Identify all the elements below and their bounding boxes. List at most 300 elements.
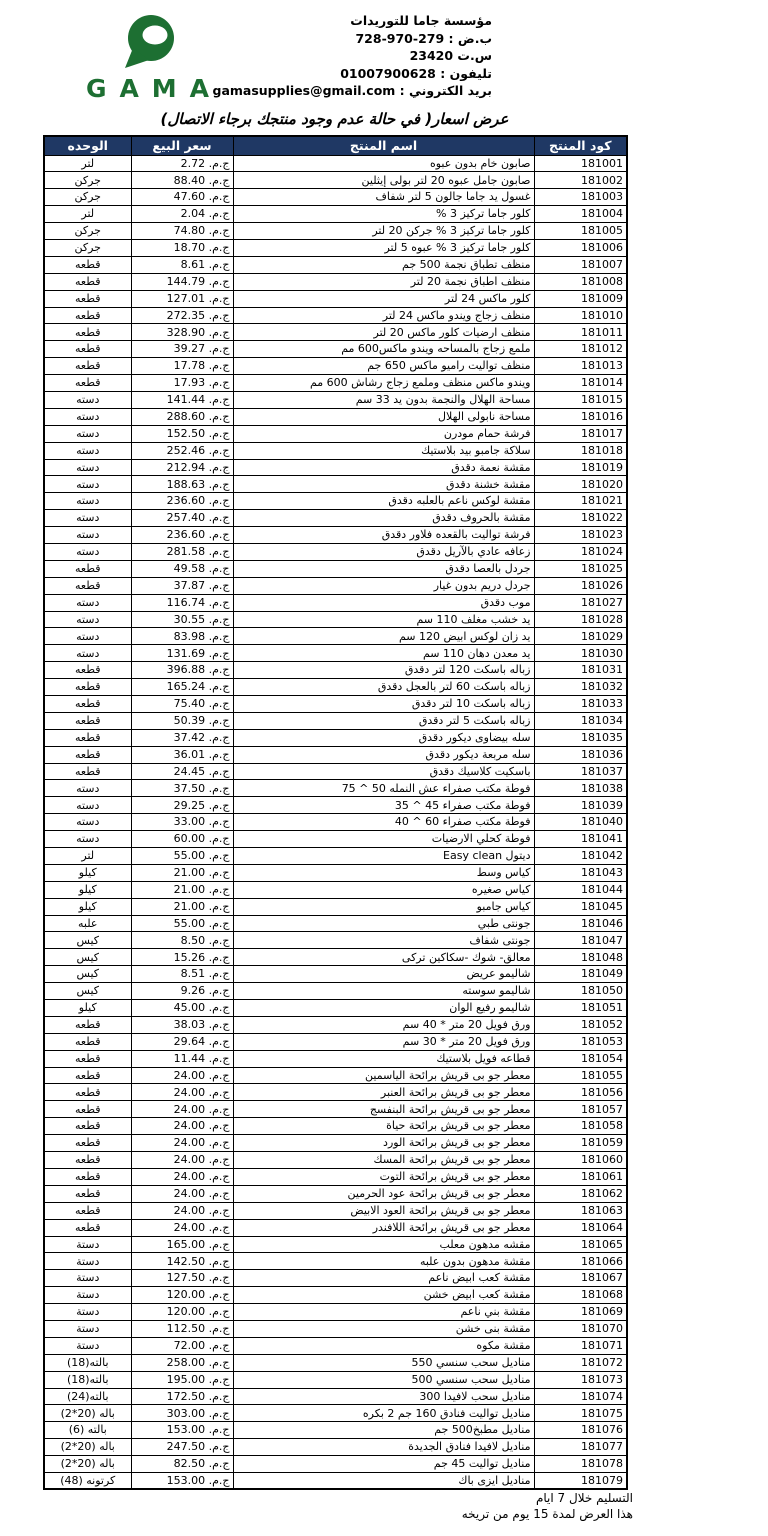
unit-cell: دسته xyxy=(44,814,131,831)
code-cell: 181027 xyxy=(534,594,627,611)
company-commercial-register: س.ت 23420 xyxy=(409,48,492,63)
unit-cell: كيس xyxy=(44,966,131,983)
name-cell: مقشة خشنة دقدق xyxy=(233,476,534,493)
name-cell: منظف ارضيات كلور ماكس 20 لتر xyxy=(233,324,534,341)
column-header-sale-price: سعر البيع xyxy=(131,136,233,155)
table-row xyxy=(44,256,627,273)
gama-speech-bubble-icon xyxy=(117,14,179,70)
price-cell: ج.م. 75.40 xyxy=(131,696,233,713)
table-row xyxy=(44,1135,627,1152)
name-cell: جونتى طبي xyxy=(233,915,534,932)
code-cell: 181009 xyxy=(534,290,627,307)
code-cell: 181058 xyxy=(534,1118,627,1135)
name-cell: مناديل ايزى باك xyxy=(233,1472,534,1489)
price-cell: ج.م. 142.50 xyxy=(131,1253,233,1270)
price-cell: ج.م. 112.50 xyxy=(131,1320,233,1337)
code-cell: 181040 xyxy=(534,814,627,831)
table-row xyxy=(44,577,627,594)
unit-cell: لتر xyxy=(44,155,131,172)
name-cell: مناديل مطبخ500 جم xyxy=(233,1422,534,1439)
table-row xyxy=(44,1101,627,1118)
name-cell: منظف تطباق نجمة 500 جم xyxy=(233,256,534,273)
table-row xyxy=(44,1118,627,1135)
unit-cell: قطعه xyxy=(44,560,131,577)
price-cell: ج.م. 38.03 xyxy=(131,1016,233,1033)
code-cell: 181024 xyxy=(534,543,627,560)
name-cell: شاليمو رفيع الوان xyxy=(233,1000,534,1017)
unit-cell: دستة xyxy=(44,1287,131,1304)
table-row xyxy=(44,459,627,476)
code-cell: 181020 xyxy=(534,476,627,493)
table-row xyxy=(44,932,627,949)
table-row xyxy=(44,239,627,256)
name-cell: جونتى شفاف xyxy=(233,932,534,949)
price-cell: ج.م. 8.50 xyxy=(131,932,233,949)
unit-cell: دسته xyxy=(44,459,131,476)
unit-cell: قطعه xyxy=(44,1118,131,1135)
unit-cell: قطعه xyxy=(44,307,131,324)
code-cell: 181036 xyxy=(534,746,627,763)
unit-cell: دسته xyxy=(44,780,131,797)
price-cell: ج.م. 2.72 xyxy=(131,155,233,172)
table-row xyxy=(44,966,627,983)
name-cell: كياس جامبو xyxy=(233,898,534,915)
price-cell: ج.م. 30.55 xyxy=(131,611,233,628)
table-row xyxy=(44,1084,627,1101)
unit-cell: دسته xyxy=(44,797,131,814)
unit-cell: كرتونه (48) xyxy=(44,1472,131,1489)
code-cell: 181056 xyxy=(534,1084,627,1101)
unit-cell: قطعه xyxy=(44,1101,131,1118)
price-cell: ج.م. 165.00 xyxy=(131,1236,233,1253)
code-cell: 181064 xyxy=(534,1219,627,1236)
table-row xyxy=(44,983,627,1000)
price-cell: ج.م. 272.35 xyxy=(131,307,233,324)
price-cell: ج.م. 72.00 xyxy=(131,1337,233,1354)
table-row xyxy=(44,881,627,898)
price-cell: ج.م. 21.00 xyxy=(131,864,233,881)
code-cell: 181048 xyxy=(534,949,627,966)
name-cell: مناديل سحب سنسي 550 xyxy=(233,1354,534,1371)
table-row xyxy=(44,1337,627,1354)
price-cell: ج.م. 24.00 xyxy=(131,1168,233,1185)
name-cell: مقشة كعب ابيض خشن xyxy=(233,1287,534,1304)
unit-cell: دسته xyxy=(44,831,131,848)
name-cell: سلاكة جامبو بيد بلاستيك xyxy=(233,442,534,459)
table-row xyxy=(44,594,627,611)
unit-cell: قطعه xyxy=(44,358,131,375)
code-cell: 181002 xyxy=(534,172,627,189)
table-row xyxy=(44,493,627,510)
code-cell: 181038 xyxy=(534,780,627,797)
code-cell: 181061 xyxy=(534,1168,627,1185)
name-cell: صابون جامل عبوه 20 لتر بولى إيثلين xyxy=(233,172,534,189)
name-cell: ورق فويل 20 متر * 30 سم xyxy=(233,1033,534,1050)
unit-cell: قطعه xyxy=(44,1202,131,1219)
price-cell: ج.م. 24.00 xyxy=(131,1135,233,1152)
unit-cell: قطعه xyxy=(44,1219,131,1236)
name-cell: مقشة بني ناعم xyxy=(233,1304,534,1321)
table-row xyxy=(44,290,627,307)
unit-cell: جركن xyxy=(44,239,131,256)
price-cell: ج.م. 396.88 xyxy=(131,662,233,679)
unit-cell: قطعه xyxy=(44,324,131,341)
table-row xyxy=(44,527,627,544)
code-cell: 181054 xyxy=(534,1050,627,1067)
table-row xyxy=(44,898,627,915)
table-row xyxy=(44,1067,627,1084)
price-cell: ج.م. 8.51 xyxy=(131,966,233,983)
code-cell: 181030 xyxy=(534,645,627,662)
unit-cell: كيلو xyxy=(44,881,131,898)
unit-cell: دسته xyxy=(44,611,131,628)
table-row xyxy=(44,1185,627,1202)
price-cell: ج.م. 18.70 xyxy=(131,239,233,256)
table-row xyxy=(44,1320,627,1337)
price-cell: ج.م. 37.50 xyxy=(131,780,233,797)
price-cell: ج.م. 120.00 xyxy=(131,1287,233,1304)
table-row xyxy=(44,814,627,831)
code-cell: 181039 xyxy=(534,797,627,814)
code-cell: 181017 xyxy=(534,425,627,442)
unit-cell: دسته xyxy=(44,493,131,510)
table-row xyxy=(44,628,627,645)
code-cell: 181026 xyxy=(534,577,627,594)
unit-cell: بالته(18) xyxy=(44,1354,131,1371)
code-cell: 181011 xyxy=(534,324,627,341)
price-cell: ج.م. 24.45 xyxy=(131,763,233,780)
code-cell: 181078 xyxy=(534,1456,627,1473)
code-cell: 181008 xyxy=(534,273,627,290)
price-cell: ج.م. 144.79 xyxy=(131,273,233,290)
table-header-row xyxy=(44,136,627,155)
table-row xyxy=(44,1270,627,1287)
unit-cell: قطعه xyxy=(44,679,131,696)
code-cell: 181041 xyxy=(534,831,627,848)
unit-cell: قطعه xyxy=(44,290,131,307)
code-cell: 181077 xyxy=(534,1439,627,1456)
code-cell: 181033 xyxy=(534,696,627,713)
code-cell: 181068 xyxy=(534,1287,627,1304)
unit-cell: كيس xyxy=(44,983,131,1000)
price-cell: ج.م. 195.00 xyxy=(131,1371,233,1388)
table-row xyxy=(44,746,627,763)
price-cell: ج.م. 257.40 xyxy=(131,510,233,527)
price-cell: ج.م. 116.74 xyxy=(131,594,233,611)
name-cell: باسكيت كلاسيك دقدق xyxy=(233,763,534,780)
company-logo xyxy=(70,14,225,103)
name-cell: ويندو ماكس منظف وملمع زجاج رشاش 600 مم xyxy=(233,375,534,392)
unit-cell: بالته (6) xyxy=(44,1422,131,1439)
code-cell: 181051 xyxy=(534,1000,627,1017)
name-cell: فوطة مكتب صفراء عش النمله 50 ^ 75 xyxy=(233,780,534,797)
code-cell: 181055 xyxy=(534,1067,627,1084)
unit-cell: دسته xyxy=(44,510,131,527)
table-row xyxy=(44,341,627,358)
code-cell: 181015 xyxy=(534,391,627,408)
unit-cell: جركن xyxy=(44,172,131,189)
table-row xyxy=(44,1152,627,1169)
name-cell: يد زان لوكس ابيض 120 سم xyxy=(233,628,534,645)
price-cell: ج.م. 29.25 xyxy=(131,797,233,814)
table-row xyxy=(44,611,627,628)
unit-cell: دسته xyxy=(44,408,131,425)
table-row xyxy=(44,206,627,223)
name-cell: فوطة مكتب صفراء 45 ^ 35 xyxy=(233,797,534,814)
code-cell: 181069 xyxy=(534,1304,627,1321)
name-cell: صابون خام بدون عبوه xyxy=(233,155,534,172)
unit-cell: قطعه xyxy=(44,1168,131,1185)
unit-cell: دسته xyxy=(44,425,131,442)
table-row xyxy=(44,1236,627,1253)
name-cell: معطر جو بى قريش برائحة عود الحرمين xyxy=(233,1185,534,1202)
unit-cell: كيس xyxy=(44,932,131,949)
name-cell: مقشة مدهون بدون علبه xyxy=(233,1253,534,1270)
price-cell: ج.م. 165.24 xyxy=(131,679,233,696)
name-cell: معطر جو بى قريش برائحة حياة xyxy=(233,1118,534,1135)
price-cell: ج.م. 24.00 xyxy=(131,1084,233,1101)
price-cell: ج.م. 37.42 xyxy=(131,729,233,746)
name-cell: جردل بالعصا دقدق xyxy=(233,560,534,577)
name-cell: كياس صغيره xyxy=(233,881,534,898)
table-row xyxy=(44,408,627,425)
price-cell: ج.م. 24.00 xyxy=(131,1067,233,1084)
price-cell: ج.م. 11.44 xyxy=(131,1050,233,1067)
price-cell: ج.م. 9.26 xyxy=(131,983,233,1000)
table-row xyxy=(44,1033,627,1050)
unit-cell: لتر xyxy=(44,848,131,865)
table-row xyxy=(44,1371,627,1388)
code-cell: 181029 xyxy=(534,628,627,645)
code-cell: 181046 xyxy=(534,915,627,932)
price-cell: ج.م. 24.00 xyxy=(131,1185,233,1202)
table-row xyxy=(44,797,627,814)
unit-cell: دسته xyxy=(44,391,131,408)
code-cell: 181059 xyxy=(534,1135,627,1152)
unit-cell: بالته(24) xyxy=(44,1388,131,1405)
code-cell: 181053 xyxy=(534,1033,627,1050)
table-row xyxy=(44,172,627,189)
code-cell: 181072 xyxy=(534,1354,627,1371)
table-row xyxy=(44,679,627,696)
name-cell: كياس وسط xyxy=(233,864,534,881)
price-cell: ج.م. 39.27 xyxy=(131,341,233,358)
price-cell: ج.م. 36.01 xyxy=(131,746,233,763)
unit-cell: قطعه xyxy=(44,712,131,729)
table-row xyxy=(44,949,627,966)
code-cell: 181067 xyxy=(534,1270,627,1287)
code-cell: 181001 xyxy=(534,155,627,172)
table-row xyxy=(44,1354,627,1371)
code-cell: 181031 xyxy=(534,662,627,679)
price-cell: ج.م. 49.58 xyxy=(131,560,233,577)
logo-wordmark: GAMA xyxy=(85,74,223,103)
code-cell: 181045 xyxy=(534,898,627,915)
unit-cell: باله (20*2) xyxy=(44,1405,131,1422)
code-cell: 181057 xyxy=(534,1101,627,1118)
name-cell: زباله باسكت 5 لتر دقدق xyxy=(233,712,534,729)
unit-cell: قطعه xyxy=(44,1135,131,1152)
price-cell: ج.م. 303.00 xyxy=(131,1405,233,1422)
table-row xyxy=(44,223,627,240)
code-cell: 181019 xyxy=(534,459,627,476)
table-row xyxy=(44,1472,627,1489)
unit-cell: كيس xyxy=(44,949,131,966)
price-cell: ج.م. 17.93 xyxy=(131,375,233,392)
price-cell: ج.م. 120.00 xyxy=(131,1304,233,1321)
unit-cell: دستة xyxy=(44,1236,131,1253)
code-cell: 181070 xyxy=(534,1320,627,1337)
table-row xyxy=(44,1405,627,1422)
price-cell: ج.م. 55.00 xyxy=(131,848,233,865)
page-title: عرض اسعار( في حالة عدم وجود منتجك برجاء الاتصال) xyxy=(160,110,509,128)
unit-cell: دستة xyxy=(44,1320,131,1337)
code-cell: 181043 xyxy=(534,864,627,881)
unit-cell: قطعه xyxy=(44,375,131,392)
price-cell: ج.م. 29.64 xyxy=(131,1033,233,1050)
code-cell: 181022 xyxy=(534,510,627,527)
name-cell: فرشة حمام مودرن xyxy=(233,425,534,442)
name-cell: كلور ماكس 24 لتر xyxy=(233,290,534,307)
table-row xyxy=(44,560,627,577)
code-cell: 181012 xyxy=(534,341,627,358)
table-row xyxy=(44,780,627,797)
name-cell: زباله باسكت 10 لتر دقدق xyxy=(233,696,534,713)
code-cell: 181065 xyxy=(534,1236,627,1253)
offer-validity-note: هذا العرض لمدة 15 يوم من تريخه xyxy=(461,1507,633,1521)
name-cell: فوطة كحلي الارضيات xyxy=(233,831,534,848)
name-cell: مناديل تواليت 45 جم xyxy=(233,1456,534,1473)
name-cell: معطر جو بى قريش برائحة العنبر xyxy=(233,1084,534,1101)
code-cell: 181018 xyxy=(534,442,627,459)
company-tax-number: ب.ض : 279-970-728 xyxy=(355,30,492,46)
table-row xyxy=(44,848,627,865)
code-cell: 181005 xyxy=(534,223,627,240)
unit-cell: قطعه xyxy=(44,1050,131,1067)
unit-cell: دستة xyxy=(44,1337,131,1354)
name-cell: مناديل تواليت فنادق 160 جم 2 بكره xyxy=(233,1405,534,1422)
unit-cell: علبه xyxy=(44,915,131,932)
code-cell: 181060 xyxy=(534,1152,627,1169)
company-email: بريد الكتروني : gamasupplies@gmail.com xyxy=(212,83,492,98)
price-cell: ج.م. 127.50 xyxy=(131,1270,233,1287)
unit-cell: قطعه xyxy=(44,1067,131,1084)
code-cell: 181028 xyxy=(534,611,627,628)
price-cell: ج.م. 153.00 xyxy=(131,1472,233,1489)
code-cell: 181023 xyxy=(534,527,627,544)
price-cell: ج.م. 33.00 xyxy=(131,814,233,831)
code-cell: 181062 xyxy=(534,1185,627,1202)
name-cell: معطر جو بى قريش برائحة التوت xyxy=(233,1168,534,1185)
price-cell: ج.م. 74.80 xyxy=(131,223,233,240)
table-row xyxy=(44,375,627,392)
unit-cell: كيلو xyxy=(44,864,131,881)
unit-cell: قطعه xyxy=(44,1185,131,1202)
unit-cell: قطعه xyxy=(44,341,131,358)
unit-cell: قطعه xyxy=(44,763,131,780)
table-row xyxy=(44,696,627,713)
company-info-block xyxy=(213,12,493,100)
table-row xyxy=(44,189,627,206)
table-row xyxy=(44,1287,627,1304)
code-cell: 181032 xyxy=(534,679,627,696)
code-cell: 181042 xyxy=(534,848,627,865)
price-table-body xyxy=(44,155,627,1489)
unit-cell: قطعه xyxy=(44,256,131,273)
unit-cell: قطعه xyxy=(44,273,131,290)
unit-cell: بالته(18) xyxy=(44,1371,131,1388)
name-cell: معطر جو بى قريش برائحة المسك xyxy=(233,1152,534,1169)
code-cell: 181013 xyxy=(534,358,627,375)
code-cell: 181025 xyxy=(534,560,627,577)
name-cell: يد معدن دهان 110 سم xyxy=(233,645,534,662)
name-cell: شاليمو سوسته xyxy=(233,983,534,1000)
unit-cell: قطعه xyxy=(44,662,131,679)
unit-cell: قطعه xyxy=(44,1033,131,1050)
unit-cell: قطعه xyxy=(44,1016,131,1033)
unit-cell: قطعه xyxy=(44,696,131,713)
price-cell: ج.م. 47.60 xyxy=(131,189,233,206)
name-cell: منظف زجاج ويندو ماكس 24 لتر xyxy=(233,307,534,324)
price-table xyxy=(43,135,628,1490)
code-cell: 181014 xyxy=(534,375,627,392)
name-cell: سله بيضاوى ديكور دقدق xyxy=(233,729,534,746)
table-row xyxy=(44,1304,627,1321)
unit-cell: قطعه xyxy=(44,746,131,763)
code-cell: 181006 xyxy=(534,239,627,256)
name-cell: مناديل سحب لافيدا 300 xyxy=(233,1388,534,1405)
name-cell: مقشه مدهون معلب xyxy=(233,1236,534,1253)
code-cell: 181037 xyxy=(534,763,627,780)
name-cell: فرشة تواليت بالقعده فلاور دقدق xyxy=(233,527,534,544)
table-row xyxy=(44,1388,627,1405)
company-name: مؤسسة جاما للتوريدات xyxy=(350,13,492,28)
unit-cell: كيلو xyxy=(44,898,131,915)
table-row xyxy=(44,358,627,375)
name-cell: مقشة نعمة دقدق xyxy=(233,459,534,476)
code-cell: 181049 xyxy=(534,966,627,983)
column-header-unit: الوحده xyxy=(44,136,131,155)
name-cell: منظف تواليت راميو ماكس 650 جم xyxy=(233,358,534,375)
unit-cell: قطعه xyxy=(44,729,131,746)
name-cell: مناديل لافيدا فنادق الجديدة xyxy=(233,1439,534,1456)
unit-cell: دستة xyxy=(44,1270,131,1287)
table-row xyxy=(44,1422,627,1439)
name-cell: مقشة مكوه xyxy=(233,1337,534,1354)
table-row xyxy=(44,645,627,662)
name-cell: معطر جو بى قريش برائحة البنفسج xyxy=(233,1101,534,1118)
name-cell: كلور جاما تركيز 3 % جركن 20 لتر xyxy=(233,223,534,240)
name-cell: معطر جو بى قريش برائحة اللافندر xyxy=(233,1219,534,1236)
price-cell: ج.م. 127.01 xyxy=(131,290,233,307)
price-cell: ج.م. 131.69 xyxy=(131,645,233,662)
name-cell: كلور جاما تركيز 3 % عبوه 5 لتر xyxy=(233,239,534,256)
table-row xyxy=(44,1219,627,1236)
name-cell: معطر جو بى قريش برائحة الورد xyxy=(233,1135,534,1152)
unit-cell: دسته xyxy=(44,442,131,459)
unit-cell: باله (20*2) xyxy=(44,1439,131,1456)
table-row xyxy=(44,1050,627,1067)
unit-cell: قطعه xyxy=(44,1152,131,1169)
price-cell: ج.م. 37.87 xyxy=(131,577,233,594)
code-cell: 181034 xyxy=(534,712,627,729)
price-cell: ج.م. 24.00 xyxy=(131,1101,233,1118)
name-cell: مساحة الهلال والنجمة بدون يد 33 سم xyxy=(233,391,534,408)
name-cell: مقشة لوكس ناعم بالعلبه دقدق xyxy=(233,493,534,510)
name-cell: مقشة بالحروف دقدق xyxy=(233,510,534,527)
delivery-note: التسليم خلال 7 ايام xyxy=(535,1491,633,1505)
code-cell: 181010 xyxy=(534,307,627,324)
